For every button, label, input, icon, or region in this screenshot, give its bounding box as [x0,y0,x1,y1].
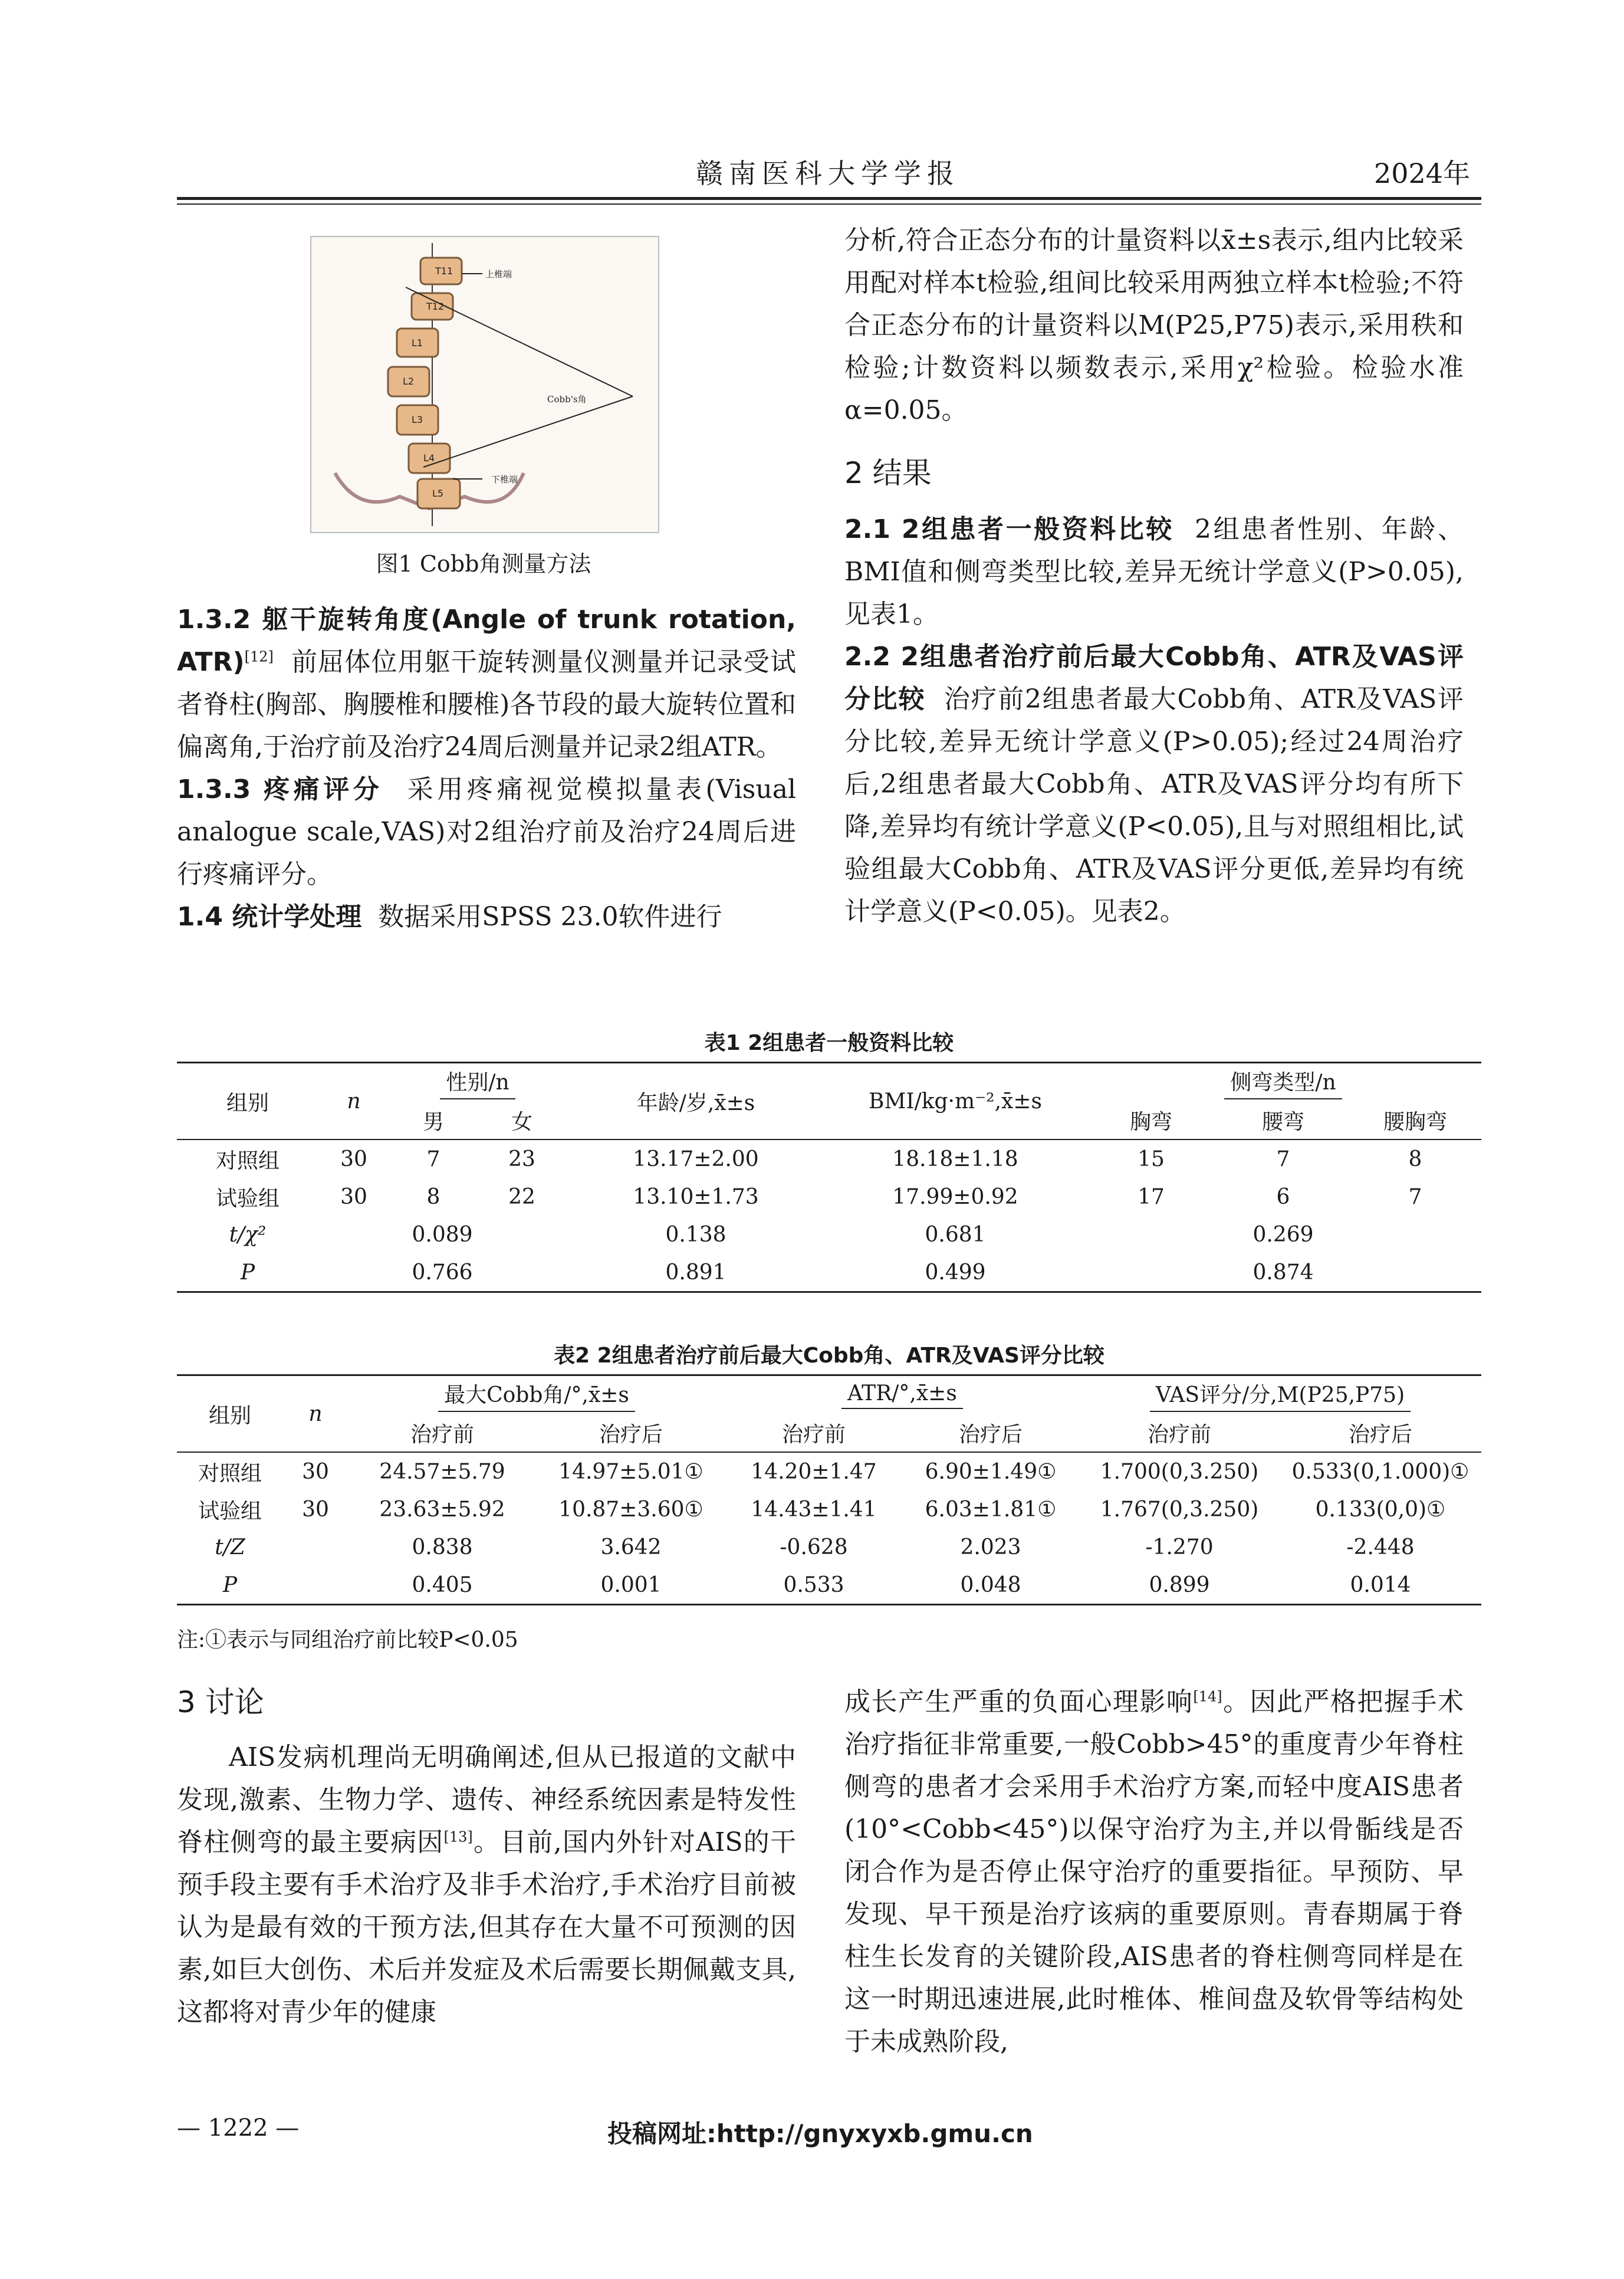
vertebra-label: L3 [412,414,423,425]
t2-h-pre: 治疗前 [781,1422,846,1447]
cell: 2.023 [960,1535,1021,1559]
discussion-left [177,1681,796,2034]
cell: 30 [302,1497,329,1522]
cell: 对照组 [215,1148,280,1173]
heading-2-1: 2.1 2组患者一般资料比较 [844,514,1174,544]
figure-cobb-method [310,236,659,533]
stats-method-text: 分析,符合正态分布的计量资料以x̄±s表示,组内比较采用配对样本t检验,组间比较采用两独立样本t检验;不符合正态分布的计量资料以M(P25,P75)表示,采用秩和检验;计数资料以频数表示,采用χ²检验。检验水准α=0.05。 [844,225,1464,425]
t1-h-sex: 性别/n [440,1066,515,1099]
t2-h-group: 组别 [177,1375,283,1453]
cell: 30 [340,1184,367,1209]
ref-14: [14] [1193,1688,1222,1705]
cell: 23 [508,1147,535,1171]
cell: 0.838 [412,1535,473,1559]
table-row [177,1566,1481,1605]
cell: 0.001 [600,1572,662,1597]
text-1-4: 数据采用SPSS 23.0软件进行 [378,902,722,932]
figure-caption: 图1 Cobb角测量方法 [376,551,591,577]
cell: P [222,1572,238,1597]
discussion-text-1a: AIS发病机理尚无明确阐述,但从已报道的文献中发现,激素、生物力学、遗传、神经系统因素是特发性脊柱侧弯的最主要病因 [177,1742,796,1857]
cell: 0.533 [783,1572,844,1597]
t2-h-cobb: 最大Cobb角/°,x̄±s [438,1378,635,1412]
table-row [177,1253,1481,1292]
cell: 0.089 [412,1222,473,1247]
cell: 6 [1276,1184,1290,1209]
table1 [177,1062,1481,1293]
cell: 3.642 [600,1535,662,1559]
cell: -2.448 [1346,1535,1415,1559]
t2-h-vas: VAS评分/分,M(P25,P75) [1150,1378,1411,1412]
cell: 14.97±5.01① [558,1459,703,1484]
table2-note: 注:①表示与同组治疗前比较P<0.05 [177,1628,518,1652]
cell: 0.499 [925,1260,986,1285]
cell: 1.767(0,3.250) [1100,1497,1259,1522]
t1-h-male: 男 [422,1109,444,1134]
cell: 试验组 [198,1499,262,1523]
header-rule [177,197,1481,200]
cell: 0.048 [960,1572,1021,1597]
cell [283,1566,348,1605]
cell: 15 [1138,1147,1165,1171]
section-discussion-title: 3 讨论 [177,1685,264,1719]
upper-end-label: 上椎端 [485,269,512,280]
cell: -0.628 [780,1535,848,1559]
cell: 30 [340,1147,367,1171]
cell: 13.10±1.73 [633,1184,759,1209]
vertebra-label: L5 [432,488,444,499]
cell: 试验组 [215,1186,280,1211]
table-row [177,1528,1481,1566]
cell: 0.681 [925,1222,986,1247]
lower-end-label: 下椎端 [491,474,518,485]
section-results-title: 2 结果 [844,456,932,490]
t2-h-post: 治疗后 [958,1422,1023,1447]
cell: 14.20±1.47 [751,1459,877,1484]
header-rule-thin [177,203,1481,205]
cell: 30 [302,1459,329,1484]
cell: 对照组 [198,1461,262,1486]
t1-h-group: 组别 [177,1063,318,1140]
t1-h-t3: 腰胸弯 [1383,1109,1447,1134]
cell: 0.138 [665,1222,726,1247]
cell: 17.99±0.92 [892,1184,1018,1209]
t1-h-type: 侧弯类型/n [1224,1066,1342,1099]
discussion-right [844,1681,1464,2063]
cell [283,1528,348,1566]
cobb-angle-label: Cobb's角 [547,394,587,405]
vertebra-label: T11 [435,265,453,277]
table2-title: 表2 2组患者治疗前后最大Cobb角、ATR及VAS评分比较 [554,1344,1104,1368]
cell: 8 [1408,1147,1422,1171]
cell: 17 [1138,1184,1165,1209]
spine-diagram [311,237,658,532]
page-number: — 1222 — [177,2114,300,2142]
cell: 0.899 [1149,1572,1210,1597]
text-1-3-3: 采用疼痛视觉模拟量表(Visual analogue scale,VAS)对2组治疗前及治疗24周后进行疼痛评分。 [177,774,797,889]
cell: 7 [1408,1184,1422,1209]
cell: 18.18±1.18 [892,1147,1018,1171]
t2-h-n: n [283,1375,348,1453]
cell: 0.014 [1350,1572,1411,1597]
heading-1-4: 1.4 统计学处理 [177,902,362,932]
cell: 14.43±1.41 [751,1497,877,1522]
cell: 8 [426,1184,440,1209]
vertebra-label: L1 [412,337,423,349]
t2-h-pre: 治疗前 [410,1422,474,1447]
t1-h-n: n [318,1063,389,1140]
ref-13: [13] [443,1828,473,1845]
vertebra-label: T12 [426,301,445,312]
heading-2-2: 2.2 2组患者治疗前后最大Cobb角、ATR及VAS评分比较 [844,642,1464,714]
table1-title: 表1 2组患者一般资料比较 [704,1031,954,1055]
cell: 22 [508,1184,535,1209]
table-row [177,1216,1481,1253]
table-row [177,1140,1481,1178]
t1-h-t1: 胸弯 [1129,1109,1172,1134]
t2-h-post: 治疗后 [1348,1422,1412,1447]
right-column [844,219,1464,933]
ref-12: [12] [244,648,274,665]
table-row [177,1490,1481,1528]
cell: 0.405 [412,1572,473,1597]
cell: 24.57±5.79 [379,1459,505,1484]
left-column [177,599,796,938]
cell: 0.891 [665,1260,726,1285]
table2 [177,1374,1481,1605]
t1-h-bmi: BMI/kg·m⁻²,x̄±s [826,1063,1085,1140]
vertebra-label: L4 [423,452,435,464]
discussion-text-2b: 。因此严格把握手术治疗指征非常重要,一般Cobb>45°的重度青少年脊柱侧弯的患者才会采用手术治疗方案,而轻中度AIS患者(10°<Cobb<45°)以保守治疗为主,并以骨骺线是否闭合作为是否停止保守治疗的重要指征。早预防、早发现、早干预是治疗该病的重要原则。青春期属于脊柱生长发育的关键阶段,AIS患者的脊柱侧弯同样是在这一时期迅速进展,此时椎体、椎间盘及软骨等结构处于未成熟阶段, [844,1687,1464,2057]
journal-year: 2024年 [1374,157,1471,189]
heading-1-3-2: 1.3.2 躯干旋转角度(Angle of trunk rotation, ATR) [177,605,796,677]
cell: 23.63±5.92 [379,1497,505,1522]
t2-h-atr: ATR/°,x̄±s [841,1381,963,1409]
cell: 1.700(0,3.250) [1100,1459,1259,1484]
t2-h-post: 治疗后 [599,1422,663,1447]
discussion-text-1b: 。目前,国内外针对AIS的干预手段主要有手术治疗及非手术治疗,手术治疗目前被认为是最有效的干预方法,但其存在大量不可预测的因素,如巨大创伤、术后并发症及术后需要长期佩戴支具,这都将对青少年的健康 [177,1827,797,2027]
cell: -1.270 [1145,1535,1214,1559]
text-2-1: 2组患者性别、年龄、BMI值和侧弯类型比较,差异无统计学意义(P>0.05),见表1。 [844,514,1464,629]
cell: 0.533(0,1.000)① [1291,1459,1470,1484]
text-2-2: 治疗前2组患者最大Cobb角、ATR及VAS评分比较,差异无统计学意义(P>0.05);经过24周治疗后,2组患者最大Cobb角、ATR及VAS评分均有所下降,差异均有统计学意义(P<0.05),且与对照组相比,试验组最大Cobb角、ATR及VAS评分更低,差异均有统计学意义(P<0.05)。见表2。 [844,684,1464,927]
cell: 6.03±1.81① [925,1497,1057,1522]
cell: 10.87±3.60① [558,1497,703,1522]
t2-h-pre: 治疗前 [1147,1422,1211,1447]
cell: 6.90±1.49① [925,1459,1057,1484]
cell: t/χ² [229,1222,267,1247]
cell: 0.133(0,0)① [1315,1497,1446,1522]
text-1-3-2: 前屈体位用躯干旋转测量仪测量并记录受试者脊柱(胸部、胸腰椎和腰椎)各节段的最大旋转位置和偏离角,于治疗前及治疗24周后测量并记录2组ATR。 [177,647,796,762]
cell: P [240,1260,255,1285]
cell: t/Z [215,1535,245,1559]
journal-title: 赣南医科大学学报 [696,157,960,189]
t1-h-t2: 腰弯 [1261,1109,1304,1134]
t1-h-age: 年龄/岁,x̄±s [566,1063,826,1140]
discussion-text-2a: 成长产生严重的负面心理影响 [844,1687,1194,1717]
t1-h-female: 女 [511,1109,532,1134]
cell: 0.874 [1252,1260,1314,1285]
table-row [177,1452,1481,1490]
cell: 7 [426,1147,440,1171]
table-row [177,1178,1481,1216]
vertebra-label: L2 [403,376,415,387]
heading-1-3-3: 1.3.3 疼痛评分 [177,774,383,804]
cell: 0.269 [1252,1222,1314,1247]
cell: 13.17±2.00 [633,1147,759,1171]
submission-url: 投稿网址:http://gnyxyxb.gmu.cn [607,2119,1033,2148]
cell: 7 [1276,1147,1290,1171]
cell: 0.766 [412,1260,473,1285]
